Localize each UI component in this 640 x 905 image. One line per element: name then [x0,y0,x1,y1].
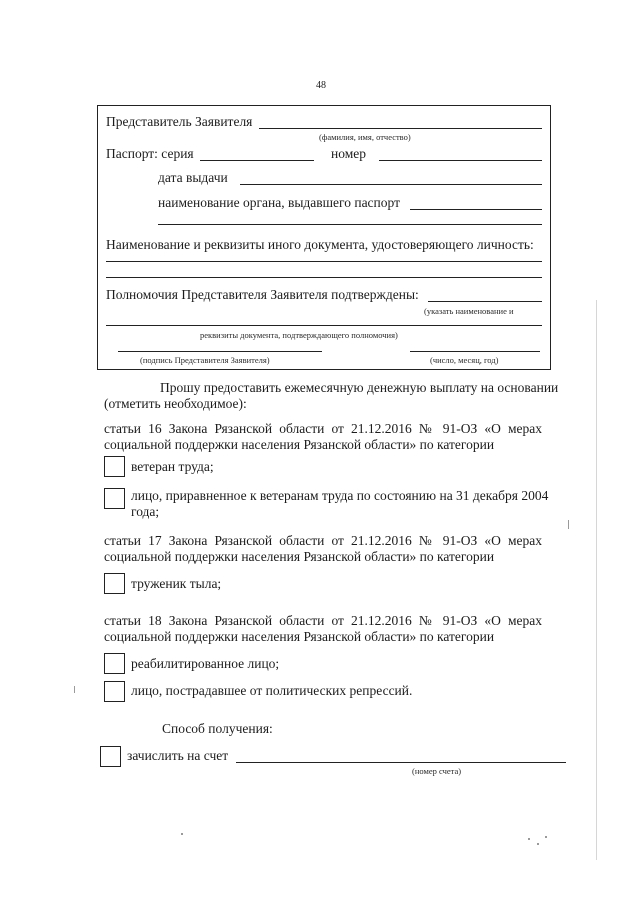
rehabilitated-person-checkbox[interactable] [104,653,125,674]
authority-caption-2: реквизиты документа, подтверждающего полномочия) [200,330,398,340]
authority-field[interactable] [428,301,542,302]
page-number: 48 [316,80,326,91]
request-line-2: (отметить необходимое): [104,396,247,411]
rehabilitated-person-label: реабилитированное лицо; [131,656,280,671]
scan-speck [537,843,539,845]
issue-date-label: дата выдачи [158,170,228,185]
passport-number-label: номер [331,146,367,161]
other-document-field-line-1[interactable] [106,261,542,262]
scan-speck [545,836,547,838]
article-18-line-1: статьи 18 Закона Рязанской области от 21.12.2016 № 91-ОЗ «О мерах [104,613,542,628]
labor-veteran-label: ветеран труда; [131,459,214,474]
passport-number-field[interactable] [379,160,542,161]
rep-name-caption: (фамилия, имя, отчество) [319,132,411,142]
passport-series-label: Паспорт: серия [106,146,194,161]
scan-speck [181,833,183,835]
bank-account-checkbox[interactable] [100,746,121,767]
article-16-line-1: статьи 16 Закона Рязанской области от 21.12.2016 № 91-ОЗ «О мерах [104,421,542,436]
rep-label: Представитель Заявителя [106,114,253,129]
date-caption: (число, месяц, год) [430,355,499,365]
issuer-label: наименование органа, выдавшего паспорт [158,195,400,210]
article-17-line-1: статьи 17 Закона Рязанской области от 21.12.2016 № 91-ОЗ «О мерах [104,533,542,548]
issue-date-field[interactable] [240,184,542,185]
labor-veteran-checkbox[interactable] [104,456,125,477]
scan-speck [74,686,75,693]
date-field[interactable] [410,351,540,352]
scan-edge-shadow [596,300,597,860]
scan-speck [568,520,569,529]
scan-speck [528,838,530,840]
payment-method-heading: Способ получения: [162,721,273,736]
authority-caption-1: (указать наименование и [424,306,514,316]
issuer-field[interactable] [410,209,542,210]
article-17-line-2: социальной поддержки населения Рязанской области» по категории [104,549,495,564]
home-front-worker-label: труженик тыла; [131,576,222,591]
other-document-label: Наименование и реквизиты иного документа, удостоверяющего личность: [106,237,534,252]
other-document-field-line-2[interactable] [106,277,542,278]
repression-victim-checkbox[interactable] [104,681,125,702]
repression-victim-label: лицо, пострадавшее от политических репрессий. [131,683,413,698]
home-front-worker-checkbox[interactable] [104,573,125,594]
issuer-field-line-2[interactable] [158,224,542,225]
request-line-1: Прошу предоставить ежемесячную денежную выплату на основании [160,380,559,395]
equated-veteran-label: лицо, приравненное к ветеранам труда по состоянию на 31 декабря 2004 [131,488,549,503]
account-number-field[interactable] [236,762,566,763]
bank-account-label: зачислить на счет [127,748,229,763]
passport-series-field[interactable] [200,160,314,161]
account-number-caption: (номер счета) [412,766,462,776]
signature-field[interactable] [118,351,322,352]
article-18-line-2: социальной поддержки населения Рязанской области» по категории [104,629,495,644]
signature-caption: (подпись Представителя Заявителя) [140,355,270,365]
rep-name-field[interactable] [259,128,542,129]
equated-veteran-label-cont: года; [131,504,160,519]
equated-veteran-checkbox[interactable] [104,488,125,509]
authority-label: Полномочия Представителя Заявителя подтверждены: [106,287,419,302]
article-16-line-2: социальной поддержки населения Рязанской области» по категории [104,437,495,452]
authority-field-line-2[interactable] [106,325,542,326]
